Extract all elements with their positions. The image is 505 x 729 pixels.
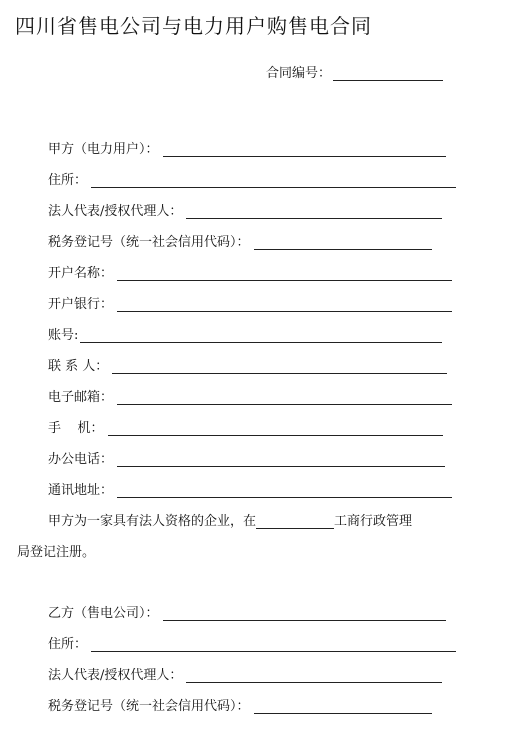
party-b-header: 乙方（售电公司）： bbox=[48, 606, 159, 621]
party-a-bank-row bbox=[48, 293, 452, 312]
registration-authority-blank[interactable] bbox=[256, 514, 334, 529]
party-a-address-label: 住所： bbox=[48, 173, 88, 188]
party-a-legal-rep-label: 法人代表/授权代理人： bbox=[48, 204, 183, 219]
party-a-legal-rep-row bbox=[48, 200, 442, 219]
party-a-contact-label: 联 系 人： bbox=[48, 359, 109, 374]
party-a-address-row bbox=[48, 169, 456, 188]
party-a-mail-address-label: 通讯地址： bbox=[48, 483, 114, 498]
party-a-header-row bbox=[48, 138, 446, 157]
party-a-mobile-row bbox=[48, 417, 443, 436]
party-a-email-blank[interactable] bbox=[117, 390, 452, 405]
party-b-address-row bbox=[48, 633, 456, 652]
party-a-account-name-row bbox=[48, 262, 452, 281]
party-a-tax-code-blank[interactable] bbox=[254, 235, 432, 250]
party-b-name-blank[interactable] bbox=[163, 606, 446, 621]
registration-text-2: 工商行政管理 bbox=[334, 514, 413, 529]
party-a-email-label: 电子邮箱： bbox=[48, 390, 114, 405]
registration-text-1: 甲方为一家具有法人资格的企业，在 bbox=[48, 514, 257, 529]
party-a-name-blank[interactable] bbox=[163, 142, 446, 157]
party-a-account-name-blank[interactable] bbox=[117, 266, 452, 281]
party-a-contact-blank[interactable] bbox=[112, 359, 447, 374]
registration-text-3: 局登记注册。 bbox=[17, 545, 96, 560]
contract-number-blank[interactable] bbox=[333, 66, 443, 81]
party-a-office-phone-blank[interactable] bbox=[117, 452, 445, 467]
party-a-legal-rep-blank[interactable] bbox=[186, 204, 442, 219]
party-a-mobile-label: 手 机： bbox=[48, 421, 104, 436]
party-a-contact-row bbox=[48, 355, 447, 374]
party-a-account-no-label: 账号: bbox=[48, 328, 79, 343]
party-a-account-no-blank[interactable] bbox=[80, 328, 442, 343]
party-b-address-blank[interactable] bbox=[91, 637, 456, 652]
party-b-address-label: 住所： bbox=[48, 637, 88, 652]
party-a-bank-label: 开户银行： bbox=[48, 297, 114, 312]
document-title: 四川省售电公司与电力用户购售电合同 bbox=[15, 14, 372, 38]
party-a-header: 甲方（电力用户）： bbox=[48, 142, 159, 157]
party-b-legal-rep-row bbox=[48, 664, 442, 683]
party-a-email-row bbox=[48, 386, 452, 405]
contract-number-label: 合同编号： bbox=[266, 66, 332, 81]
party-b-tax-code-blank[interactable] bbox=[254, 699, 432, 714]
party-a-registration-line-1 bbox=[48, 510, 412, 529]
party-a-bank-blank[interactable] bbox=[117, 297, 452, 312]
party-a-office-phone-row bbox=[48, 448, 445, 467]
party-b-header-row bbox=[48, 602, 446, 621]
party-a-mail-address-row bbox=[48, 479, 452, 498]
party-a-tax-code-label: 税务登记号（统一社会信用代码）： bbox=[48, 235, 250, 250]
party-a-account-name-label: 开户名称： bbox=[48, 266, 114, 281]
party-a-mail-address-blank[interactable] bbox=[117, 483, 452, 498]
party-a-registration-line-2 bbox=[17, 541, 95, 560]
contract-number-field[interactable] bbox=[266, 62, 443, 81]
party-a-office-phone-label: 办公电话： bbox=[48, 452, 114, 467]
party-a-address-blank[interactable] bbox=[91, 173, 456, 188]
party-b-tax-code-label: 税务登记号（统一社会信用代码）： bbox=[48, 699, 250, 714]
party-a-mobile-blank[interactable] bbox=[108, 421, 443, 436]
party-b-tax-code-row bbox=[48, 695, 432, 714]
party-b-legal-rep-blank[interactable] bbox=[186, 668, 442, 683]
party-a-account-no-row bbox=[48, 324, 442, 343]
party-a-tax-code-row bbox=[48, 231, 432, 250]
party-b-legal-rep-label: 法人代表/授权代理人： bbox=[48, 668, 183, 683]
